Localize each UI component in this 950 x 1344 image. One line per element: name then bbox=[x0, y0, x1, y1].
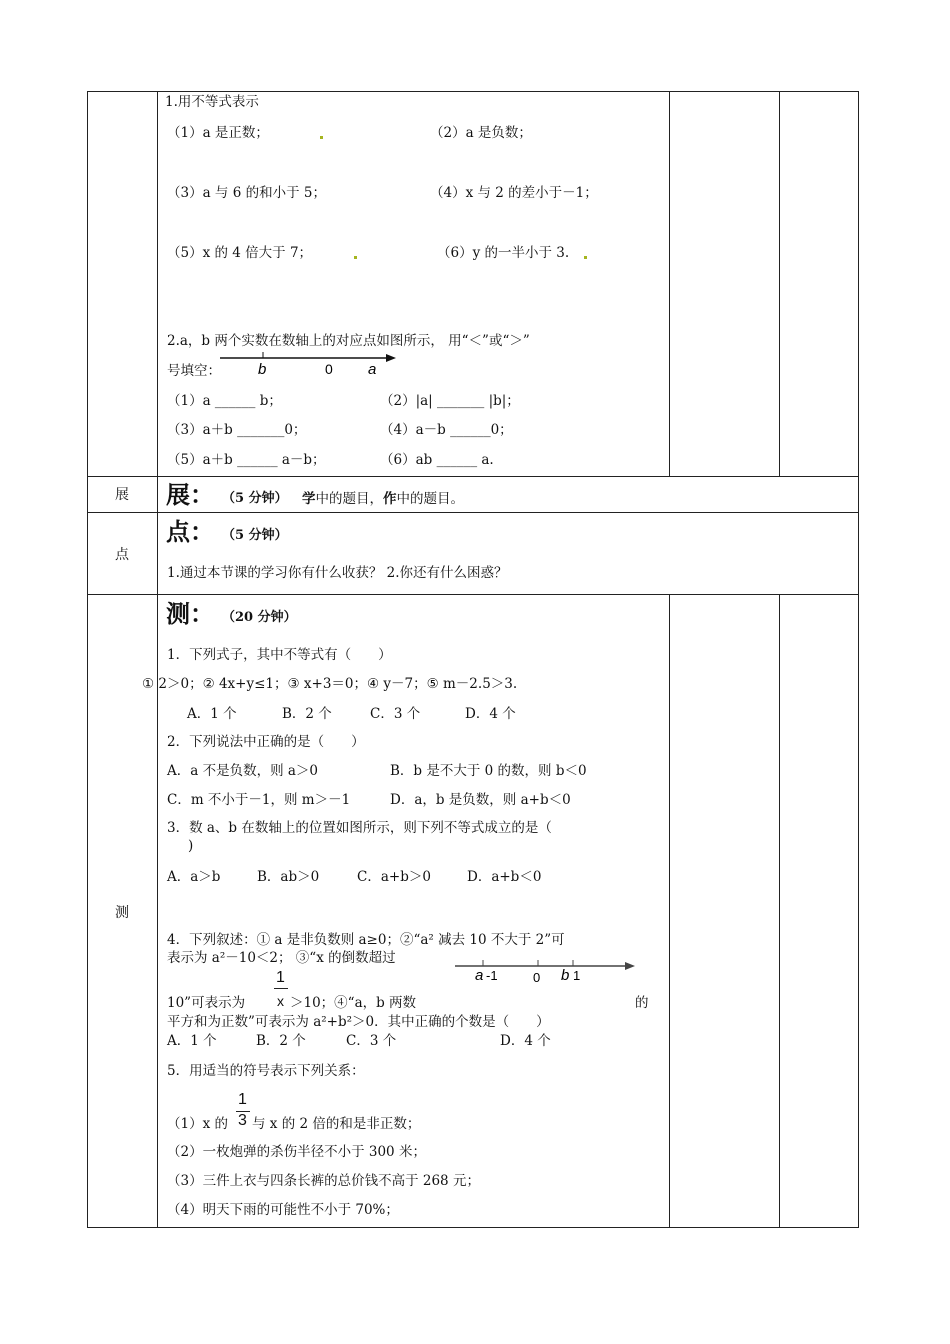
axis-label-0: 0 bbox=[325, 361, 333, 377]
q4-line1: 4．下列叙述：① a 是非负数则 a≥0；②“a² 减去 10 不大于 2”可 bbox=[167, 932, 565, 948]
q1-stem: 1．下列式子，其中不等式有（ ） bbox=[167, 647, 392, 663]
q5-item-1a: （1）x 的 bbox=[167, 1116, 228, 1132]
axis-label-a: a bbox=[368, 361, 377, 378]
col-border-left bbox=[87, 91, 88, 1228]
row-label-zhan: 展 bbox=[115, 487, 129, 503]
q3-option-b: B．ab＞0 bbox=[257, 869, 320, 885]
q2-option-a: A．a 不是负数，则 a＞0 bbox=[167, 763, 319, 779]
q5-item-1b: 与 x 的 2 倍的和是非正数； bbox=[252, 1116, 421, 1132]
q3-option-a: A．a＞b bbox=[167, 869, 221, 885]
col-border-notes-top bbox=[779, 91, 780, 477]
q4-fraction-numerator: 1 bbox=[276, 969, 285, 986]
number-line-2 bbox=[455, 954, 640, 986]
axis2-label-b: b bbox=[561, 967, 570, 984]
section2-question-line1: 2.a，b 两个实数在数轴上的对应点如图所示， 用“＜”或“＞” bbox=[167, 333, 530, 349]
col-border-content-bottom bbox=[669, 594, 670, 1228]
axis2-label-neg1: -1 bbox=[486, 968, 498, 983]
blank-6: （6）ab ______ a. bbox=[380, 452, 494, 468]
stray-mark bbox=[320, 136, 323, 139]
col-border-notes-bottom bbox=[779, 594, 780, 1228]
q5-stem: 5．用适当的符号表示下列关系： bbox=[167, 1063, 365, 1079]
row-divider-dian bbox=[87, 512, 859, 513]
zhan-text bbox=[302, 491, 464, 507]
q2-option-b: B．b 是不大于 0 的数，则 b＜0 bbox=[390, 763, 587, 779]
zhan-text-c: 作 bbox=[383, 491, 397, 507]
q4-line2: 表示为 a²－10＜2； ③“x 的倒数超过 bbox=[167, 950, 396, 966]
ce-heading: 测： bbox=[166, 599, 214, 628]
zhan-text-b: 中的题目， bbox=[315, 491, 383, 507]
section1-item-3: （3）a 与 6 的和小于 5； bbox=[167, 185, 326, 201]
q4-line3b: ＞10；④“a，b 两数 bbox=[290, 995, 417, 1011]
section2-question-line2: 号填空： bbox=[167, 363, 221, 379]
stray-mark bbox=[354, 256, 357, 259]
zhan-text-d: 中的题目。 bbox=[396, 491, 464, 507]
q1-option-b: B．2 个 bbox=[282, 706, 332, 722]
zhan-text-a: 学 bbox=[302, 491, 316, 507]
q4-line3: 10”可表示为 bbox=[167, 995, 246, 1011]
col-border-right bbox=[858, 91, 859, 1228]
q1-option-d: D．4 个 bbox=[465, 706, 516, 722]
q4-fraction-denominator: x bbox=[277, 993, 284, 1009]
section1-item-2: （2）a 是负数； bbox=[430, 125, 532, 141]
q4-option-b: B．2 个 bbox=[256, 1033, 306, 1049]
blank-4: （4）a－b ______0； bbox=[380, 422, 513, 438]
q3-option-c: C．a+b＞0 bbox=[357, 869, 431, 885]
q5-fraction-denominator: 3 bbox=[238, 1112, 247, 1129]
axis2-label-0: 0 bbox=[533, 970, 541, 985]
axis-label-b: b bbox=[258, 361, 267, 378]
q1-option-a: A．1 个 bbox=[187, 706, 237, 722]
section1-item-5: （5）x 的 4 倍大于 7； bbox=[167, 245, 313, 261]
ce-time: （20 分钟） bbox=[222, 610, 297, 625]
row-label-dian: 点 bbox=[115, 547, 129, 563]
q3-option-d: D．a+b＜0 bbox=[467, 869, 542, 885]
zhan-time: （5 分钟） bbox=[222, 491, 288, 506]
q4-option-d: D．4 个 bbox=[500, 1033, 551, 1049]
q5-item-2: （2）一枚炮弹的杀伤半径不小于 300 米； bbox=[167, 1144, 426, 1160]
q2-option-d: D．a，b 是负数，则 a+b＜0 bbox=[390, 792, 571, 808]
q4-fraction-bar bbox=[274, 988, 288, 989]
blank-5: （5）a＋b ______ a－b； bbox=[167, 452, 326, 468]
dian-heading: 点： bbox=[166, 517, 214, 546]
q4-option-c: C．3 个 bbox=[346, 1033, 397, 1049]
blank-1: （1）a ______ b； bbox=[167, 393, 282, 409]
q4-line3c: 的 bbox=[635, 995, 649, 1011]
axis2-label-a: a bbox=[475, 967, 484, 984]
blank-2: （2）|a| _______ |b|； bbox=[380, 393, 520, 409]
q5-item-4: （4）明天下雨的可能性不小于 70%； bbox=[167, 1202, 399, 1218]
row-divider-ce bbox=[87, 594, 859, 595]
dian-question: 1.通过本节课的学习你有什么收获？ 2.你还有什么困惑？ bbox=[167, 565, 508, 581]
q4-line4: 平方和为正数”可表示为 a²+b²＞0．其中正确的个数是（ ） bbox=[167, 1014, 550, 1030]
col-border-content-top bbox=[669, 91, 670, 477]
q3-stem-line2: ) bbox=[188, 838, 194, 854]
table-top-border bbox=[87, 91, 859, 92]
row-divider-zhan bbox=[87, 476, 859, 477]
section1-item-6: （6）y 的一半小于 3. bbox=[437, 245, 570, 261]
q5-item-3: （3）三件上衣与四条长裤的总价钱不高于 268 元； bbox=[167, 1173, 480, 1189]
q1-option-c: C．3 个 bbox=[370, 706, 421, 722]
col-border-label bbox=[157, 91, 158, 1228]
zhan-heading: 展： bbox=[166, 480, 214, 509]
q3-stem-line1: 3．数 a、b 在数轴上的位置如图所示，则下列不等式成立的是（ bbox=[167, 820, 552, 836]
q2-option-c: C．m 不小于－1，则 m＞－1 bbox=[167, 792, 351, 808]
axis2-label-1: 1 bbox=[573, 968, 581, 983]
number-line-1 bbox=[220, 348, 400, 378]
row-label-ce: 测 bbox=[115, 905, 129, 921]
q2-stem: 2．下列说法中正确的是（ ） bbox=[167, 734, 365, 750]
dian-time: （5 分钟） bbox=[222, 528, 288, 543]
section1-title: 1.用不等式表示 bbox=[165, 94, 259, 110]
section1-item-4: （4）x 与 2 的差小于－1； bbox=[430, 185, 598, 201]
table-bottom-border bbox=[87, 1227, 859, 1228]
q1-items: ① 2＞0；② 4x+y≤1；③ x+3＝0；④ y－7；⑤ m－2.5＞3. bbox=[142, 676, 518, 692]
section1-item-1: （1）a 是正数； bbox=[167, 125, 269, 141]
q5-fraction-numerator: 1 bbox=[238, 1091, 247, 1108]
blank-3: （3）a＋b _______0； bbox=[167, 422, 307, 438]
stray-mark bbox=[584, 256, 587, 259]
q4-option-a: A．1 个 bbox=[167, 1033, 217, 1049]
